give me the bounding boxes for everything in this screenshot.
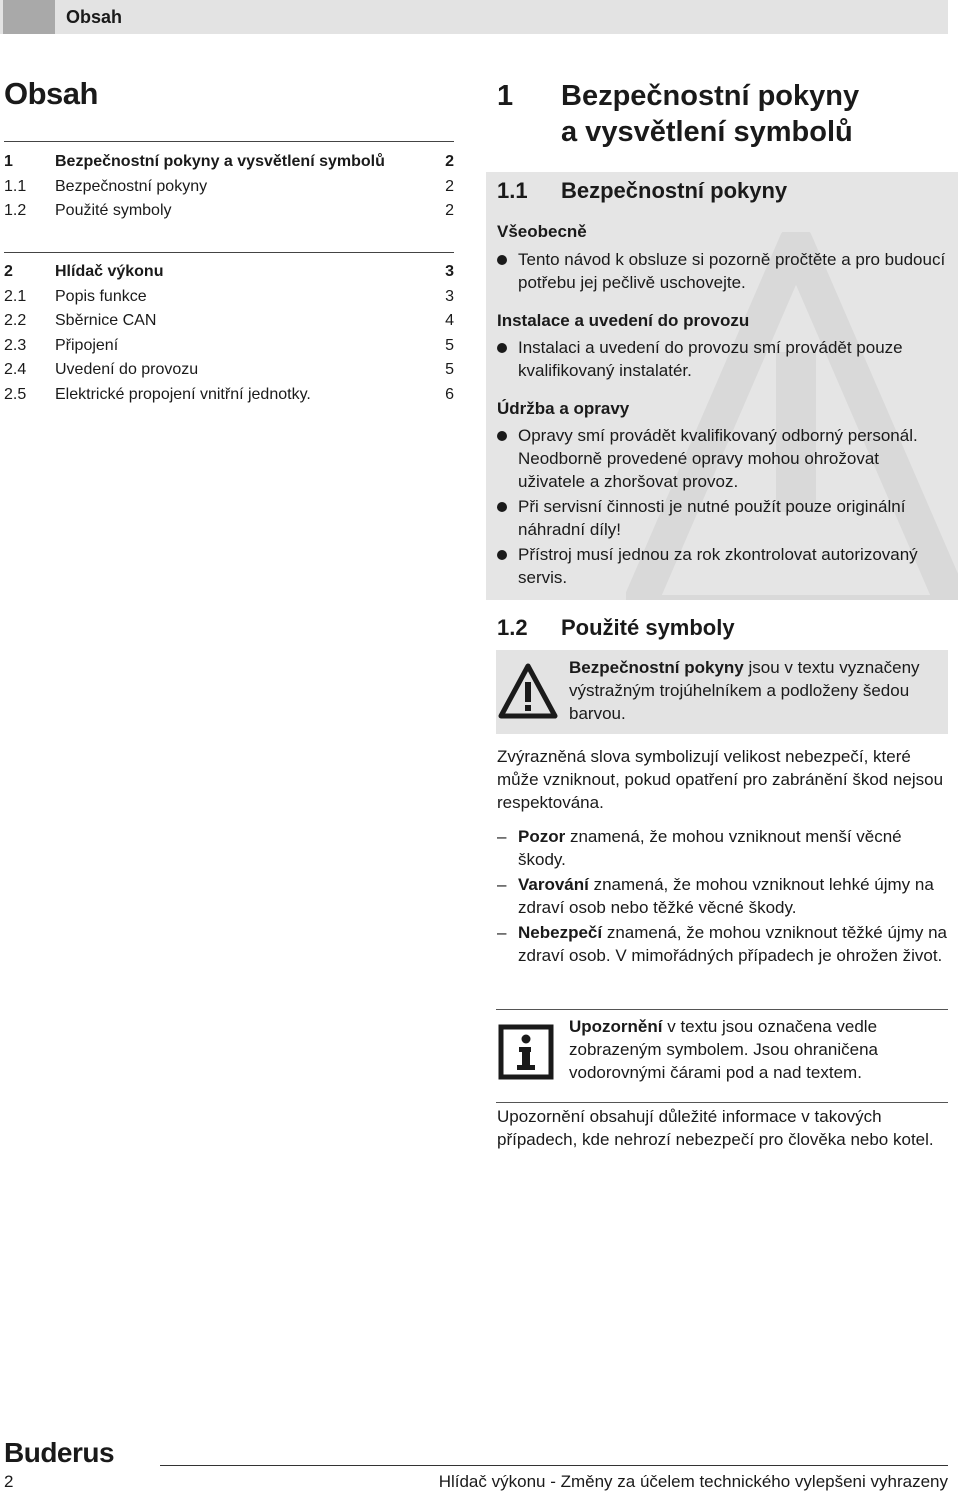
bullet-dot xyxy=(497,431,507,441)
bullet-dot xyxy=(497,343,507,353)
toc-entry[interactable]: 2.4 Uvedení do provozu 5 xyxy=(4,361,454,378)
toc-entry[interactable]: 2 Hlídač výkonu 3 xyxy=(4,263,454,280)
toc-rule-middle xyxy=(4,252,454,253)
bullet-dot xyxy=(497,502,507,512)
warning-example-box xyxy=(496,650,948,734)
page-number: 2 xyxy=(4,1472,14,1491)
toc-rule-top xyxy=(4,141,454,142)
toc-entry[interactable]: 2.3 Připojení 5 xyxy=(4,336,454,354)
toc-title: Obsah xyxy=(4,76,98,111)
notice-rule-bottom xyxy=(496,1102,948,1103)
notice-example xyxy=(496,1009,948,1103)
toc-entry[interactable]: 1.2 Použité symboly 2 xyxy=(4,202,454,219)
footer-rule xyxy=(160,1465,948,1466)
chapter-title-line-1: Bezpečnostní pokyny xyxy=(561,80,860,112)
header-tab-marker xyxy=(3,0,55,34)
buderus-logo xyxy=(4,1438,144,1468)
general-heading: Všeobecně xyxy=(497,222,587,241)
toc-entry[interactable]: 1 Bezpečnostní pokyny a vysvětlení symbolů 2 xyxy=(4,153,454,170)
notice-example-text: Upozornění v textu jsou označena vedle zobrazeným symbolem. Jsou ohraničena vodorovnými čárami pod a nad textem. xyxy=(569,1017,878,1082)
chapter-title-line-2: a vysvětlení symbolů xyxy=(561,116,853,148)
toc-entry[interactable]: 2.1 Popis funkce 3 xyxy=(4,287,454,305)
signal-words-intro: Zvýrazněná slova symbolizují velikost nebezpečí, které může vzniknout, pokud opatření pro zabránění škod nejsou respektována. xyxy=(497,747,944,812)
toc-group-2 xyxy=(4,260,454,407)
install-heading: Instalace a uvedení do provozu xyxy=(497,311,750,330)
toc-entry[interactable]: 2.2 Sběrnice CAN 4 xyxy=(4,312,454,329)
maintenance-heading: Údržba a opravy xyxy=(497,399,630,418)
footer-text: Hlídač výkonu - Změny za účelem technického vylepšeni vyhrazeny xyxy=(438,1472,948,1491)
svg-text:Buderus: Buderus xyxy=(4,1438,115,1468)
warning-example-text: Bezpečnostní pokyny jsou v textu vyznačeny výstražným trojúhelníkem a podloženy šedou barvou. xyxy=(569,658,920,723)
bullet-dot xyxy=(497,550,507,560)
page-header xyxy=(0,0,948,34)
bullet-dot xyxy=(497,255,507,265)
chapter-number: 1 xyxy=(497,80,514,112)
toc-entry[interactable]: 1.1 Bezpečnostní pokyny 2 xyxy=(4,177,454,195)
header-title: Obsah xyxy=(66,7,123,27)
toc-entry[interactable]: 2.5 Elektrické propojení vnitřní jednotky. 6 xyxy=(4,385,454,403)
warning-triangle-icon xyxy=(496,660,560,722)
notice-paragraph: Upozornění obsahují důležité informace v takových případech, kde nehrozí nebezpečí pro člověka nebo kotel. xyxy=(497,1107,934,1149)
info-icon xyxy=(498,1024,554,1080)
toc-group-1 xyxy=(4,150,454,224)
notice-rule-top xyxy=(496,1009,948,1010)
